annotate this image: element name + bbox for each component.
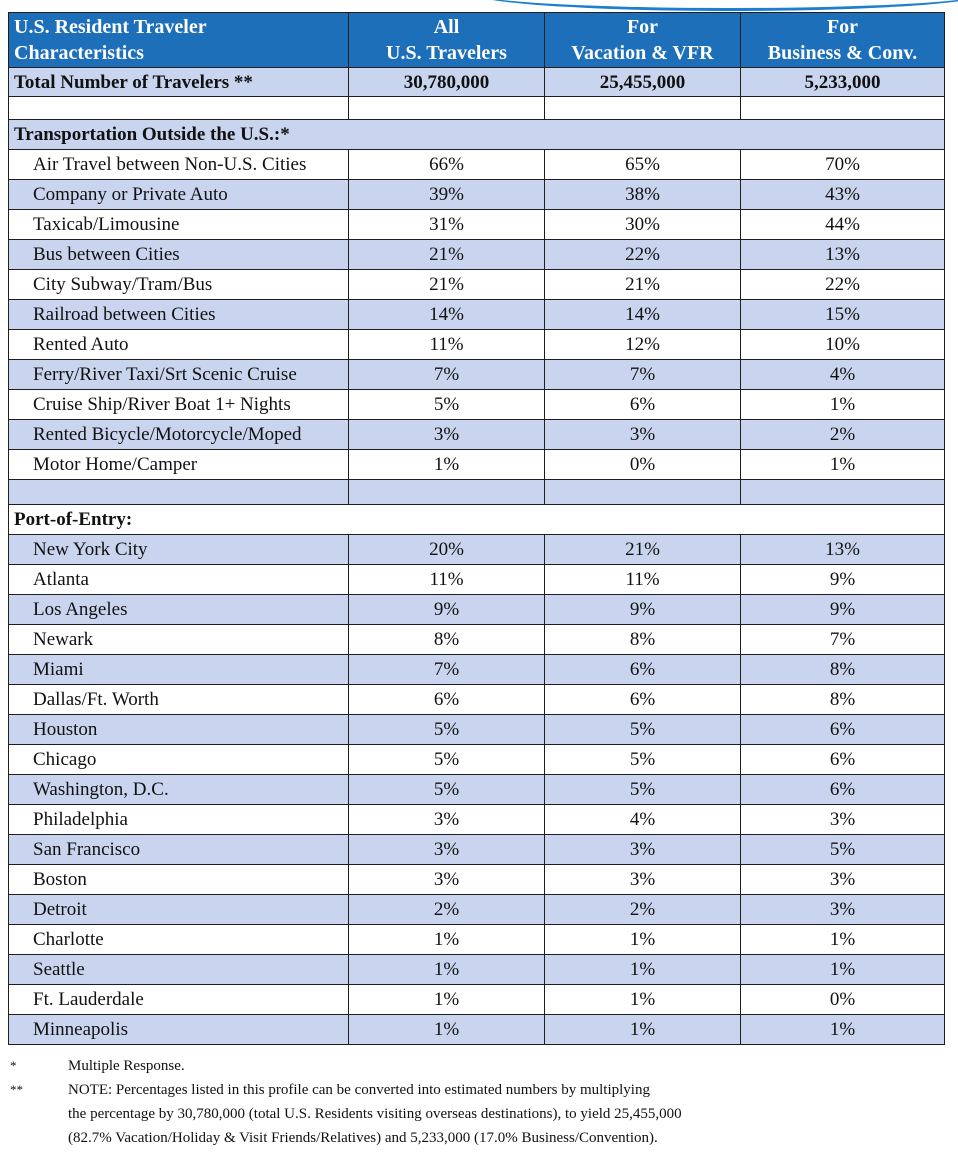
section-title: Port-of-Entry:	[9, 505, 945, 535]
cell-all: 5%	[349, 715, 545, 745]
row-label: Dallas/Ft. Worth	[9, 685, 349, 715]
cell-vacation: 14%	[545, 300, 741, 330]
cell-business: 1%	[741, 390, 945, 420]
table-row	[9, 925, 945, 955]
table-row	[9, 625, 945, 655]
row-label: Motor Home/Camper	[9, 450, 349, 480]
row-label: Minneapolis	[9, 1015, 349, 1045]
row-label: Washington, D.C.	[9, 775, 349, 805]
table-row	[9, 1015, 945, 1045]
table-row	[9, 835, 945, 865]
table-row	[9, 180, 945, 210]
total-business: 5,233,000	[741, 68, 945, 97]
cell-business: 6%	[741, 775, 945, 805]
footnote	[10, 1078, 940, 1150]
cell-business: 3%	[741, 865, 945, 895]
row-label: Rented Auto	[9, 330, 349, 360]
cell-all: 3%	[349, 805, 545, 835]
cell-vacation: 1%	[545, 985, 741, 1015]
table-row	[9, 390, 945, 420]
table-row	[9, 270, 945, 300]
header-line: Characteristics	[14, 42, 144, 64]
spacer-cell	[545, 480, 741, 505]
table-row	[9, 715, 945, 745]
row-label: Taxicab/Limousine	[9, 210, 349, 240]
cell-vacation: 2%	[545, 895, 741, 925]
cell-vacation: 3%	[545, 420, 741, 450]
cell-vacation: 12%	[545, 330, 741, 360]
spacer-row	[9, 97, 945, 120]
row-label: Chicago	[9, 745, 349, 775]
cell-business: 1%	[741, 955, 945, 985]
spacer-row	[9, 480, 945, 505]
row-label: Seattle	[9, 955, 349, 985]
header-line: For	[626, 16, 659, 38]
table-row	[9, 330, 945, 360]
cell-business: 6%	[741, 715, 945, 745]
cell-all: 6%	[349, 685, 545, 715]
footnote-mark: *	[10, 1058, 17, 1073]
total-all: 30,780,000	[349, 68, 545, 97]
spacer-cell	[349, 97, 545, 120]
cell-business: 5%	[741, 835, 945, 865]
footnote-line: Multiple Response.	[68, 1058, 185, 1074]
table-row	[9, 300, 945, 330]
cell-vacation: 65%	[545, 150, 741, 180]
table-row	[9, 420, 945, 450]
cell-business: 1%	[741, 1015, 945, 1045]
cell-vacation: 5%	[545, 745, 741, 775]
table-row	[9, 805, 945, 835]
cell-business: 9%	[741, 595, 945, 625]
cell-all: 2%	[349, 895, 545, 925]
row-label: Rented Bicycle/Motorcycle/Moped	[9, 420, 349, 450]
cell-business: 7%	[741, 625, 945, 655]
cell-vacation: 1%	[545, 955, 741, 985]
cell-vacation: 22%	[545, 240, 741, 270]
cell-all: 21%	[349, 270, 545, 300]
cell-business: 22%	[741, 270, 945, 300]
table-header-row	[9, 13, 945, 68]
cell-all: 1%	[349, 925, 545, 955]
spacer-cell	[741, 97, 945, 120]
cell-business: 8%	[741, 655, 945, 685]
cell-vacation: 8%	[545, 625, 741, 655]
cell-all: 1%	[349, 1015, 545, 1045]
cell-vacation: 11%	[545, 565, 741, 595]
footnote-text	[68, 1078, 940, 1150]
cell-all: 11%	[349, 565, 545, 595]
cell-business: 6%	[741, 745, 945, 775]
header-line: Business & Conv.	[767, 42, 918, 64]
row-label: Atlanta	[9, 565, 349, 595]
cell-vacation: 21%	[545, 535, 741, 565]
cell-all: 20%	[349, 535, 545, 565]
table-row	[9, 565, 945, 595]
row-label: Ferry/River Taxi/Srt Scenic Cruise	[9, 360, 349, 390]
cell-business: 1%	[741, 925, 945, 955]
table-row	[9, 240, 945, 270]
cell-all: 9%	[349, 595, 545, 625]
footnote	[10, 1054, 940, 1078]
cell-vacation: 21%	[545, 270, 741, 300]
cell-business: 3%	[741, 805, 945, 835]
header-line: Vacation & VFR	[571, 42, 714, 64]
cell-all: 5%	[349, 390, 545, 420]
cell-all: 1%	[349, 955, 545, 985]
cell-vacation: 1%	[545, 925, 741, 955]
cell-business: 43%	[741, 180, 945, 210]
section-port-header	[9, 505, 945, 535]
row-label: Detroit	[9, 895, 349, 925]
cell-all: 39%	[349, 180, 545, 210]
cell-business: 13%	[741, 535, 945, 565]
header-line: For	[826, 16, 859, 38]
cell-business: 2%	[741, 420, 945, 450]
section-transport-header	[9, 120, 945, 150]
cell-all: 21%	[349, 240, 545, 270]
table-row	[9, 360, 945, 390]
table-row	[9, 775, 945, 805]
row-label: Boston	[9, 865, 349, 895]
section-title: Transportation Outside the U.S.:*	[9, 120, 945, 150]
cell-all: 11%	[349, 330, 545, 360]
table-row	[9, 865, 945, 895]
table-row	[9, 895, 945, 925]
cell-vacation: 5%	[545, 775, 741, 805]
row-label: Philadelphia	[9, 805, 349, 835]
row-label: City Subway/Tram/Bus	[9, 270, 349, 300]
cell-vacation: 3%	[545, 835, 741, 865]
cell-business: 3%	[741, 895, 945, 925]
cell-vacation: 6%	[545, 655, 741, 685]
spacer-cell	[741, 480, 945, 505]
cell-vacation: 9%	[545, 595, 741, 625]
header-characteristics	[9, 13, 349, 68]
cell-all: 5%	[349, 745, 545, 775]
footnote-text	[68, 1054, 940, 1078]
total-vacation: 25,455,000	[545, 68, 741, 97]
total-label: Total Number of Travelers **	[9, 68, 349, 97]
cell-all: 5%	[349, 775, 545, 805]
total-travelers-row	[9, 68, 945, 97]
row-label: Charlotte	[9, 925, 349, 955]
cell-business: 1%	[741, 450, 945, 480]
row-label: Cruise Ship/River Boat 1+ Nights	[9, 390, 349, 420]
row-label: Railroad between Cities	[9, 300, 349, 330]
cell-vacation: 6%	[545, 685, 741, 715]
cell-vacation: 5%	[545, 715, 741, 745]
footnote-mark: **	[10, 1082, 23, 1097]
table-row	[9, 210, 945, 240]
spacer-cell	[349, 480, 545, 505]
cell-vacation: 38%	[545, 180, 741, 210]
cell-all: 66%	[349, 150, 545, 180]
cell-business: 9%	[741, 565, 945, 595]
header-line: U.S. Travelers	[386, 42, 507, 64]
cell-business: 10%	[741, 330, 945, 360]
table-row	[9, 450, 945, 480]
cell-all: 31%	[349, 210, 545, 240]
cell-business: 4%	[741, 360, 945, 390]
cell-business: 70%	[741, 150, 945, 180]
cell-vacation: 0%	[545, 450, 741, 480]
header-line: U.S. Resident Traveler	[14, 16, 207, 38]
footnotes	[10, 1054, 940, 1150]
cell-all: 14%	[349, 300, 545, 330]
cell-all: 1%	[349, 450, 545, 480]
footnote-line: NOTE: Percentages listed in this profile can be converted into estimated numbers by multiplying	[68, 1082, 650, 1098]
cell-all: 3%	[349, 420, 545, 450]
cell-all: 7%	[349, 360, 545, 390]
table-row	[9, 595, 945, 625]
table-row	[9, 985, 945, 1015]
cell-business: 44%	[741, 210, 945, 240]
row-label: Bus between Cities	[9, 240, 349, 270]
cell-business: 15%	[741, 300, 945, 330]
row-label: Houston	[9, 715, 349, 745]
row-label: Miami	[9, 655, 349, 685]
row-label: Ft. Lauderdale	[9, 985, 349, 1015]
cell-all: 3%	[349, 865, 545, 895]
table-row	[9, 955, 945, 985]
spacer-cell	[9, 480, 349, 505]
cell-vacation: 3%	[545, 865, 741, 895]
table-row	[9, 535, 945, 565]
row-label: New York City	[9, 535, 349, 565]
cell-all: 3%	[349, 835, 545, 865]
row-label: Newark	[9, 625, 349, 655]
header-business-conv	[741, 13, 945, 68]
spacer-cell	[545, 97, 741, 120]
cell-business: 8%	[741, 685, 945, 715]
table-row	[9, 150, 945, 180]
row-label: Los Angeles	[9, 595, 349, 625]
cell-vacation: 4%	[545, 805, 741, 835]
footnote-line: the percentage by 30,780,000 (total U.S. Residents visiting overseas destinations), to yield 25,455,000	[68, 1106, 682, 1122]
traveler-profile-table	[8, 12, 945, 1045]
cell-vacation: 7%	[545, 360, 741, 390]
cell-vacation: 6%	[545, 390, 741, 420]
table-row	[9, 745, 945, 775]
cell-all: 8%	[349, 625, 545, 655]
footnote-line: (82.7% Vacation/Holiday & Visit Friends/Relatives) and 5,233,000 (17.0% Business/Convention).	[68, 1130, 658, 1146]
header-all-travelers	[349, 13, 545, 68]
header-line: All	[433, 16, 460, 38]
header-vacation-vfr	[545, 13, 741, 68]
cell-business: 13%	[741, 240, 945, 270]
row-label: San Francisco	[9, 835, 349, 865]
cell-vacation: 1%	[545, 1015, 741, 1045]
cell-business: 0%	[741, 985, 945, 1015]
header-swoosh-decoration	[470, 0, 958, 11]
cell-all: 1%	[349, 985, 545, 1015]
spacer-cell	[9, 97, 349, 120]
cell-all: 7%	[349, 655, 545, 685]
table-row	[9, 685, 945, 715]
table-row	[9, 655, 945, 685]
row-label: Company or Private Auto	[9, 180, 349, 210]
cell-vacation: 30%	[545, 210, 741, 240]
row-label: Air Travel between Non-U.S. Cities	[9, 150, 349, 180]
